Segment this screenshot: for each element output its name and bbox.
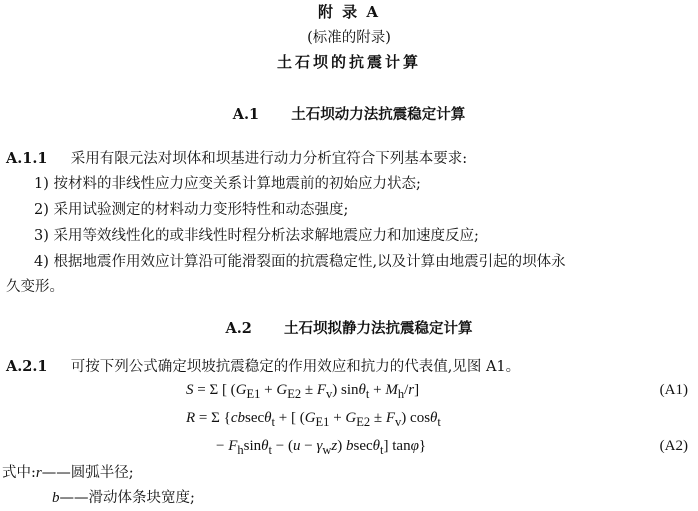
section-number: A.1 bbox=[232, 106, 260, 123]
list-item: 2) 采用试验测定的材料动力变形特性和动态强度; bbox=[34, 202, 349, 218]
clause-a2-1 bbox=[6, 357, 520, 377]
clause-a1-1 bbox=[6, 149, 467, 169]
list-item: 1) 按材料的非线性应力应变关系计算地震前的初始应力状态; bbox=[34, 176, 421, 192]
equation-a2-label: (A2) bbox=[659, 438, 688, 454]
appendix-heading: 土石坝的抗震计算 bbox=[276, 53, 421, 71]
clause-text: 可按下列公式确定坝坡抗震稳定的作用效应和抗力的代表值,见图 A1。 bbox=[70, 359, 521, 375]
clause-number: A.1.1 bbox=[6, 150, 48, 167]
list-item: 3) 采用等效线性化的或非线性时程分析法求解地震应力和加速度反应; bbox=[34, 228, 479, 244]
equation-a1: S = Σ [ $(G_{E1} + G_{E2} \pm F_v) \sin\theta_t + M_h/r$] bbox=[186, 382, 420, 401]
section-a2-heading bbox=[0, 319, 698, 339]
section-title: 土石坝拟静力法抗震稳定计算 bbox=[284, 320, 473, 337]
appendix-title: 附 录 A bbox=[317, 3, 381, 21]
section-title: 土石坝动力法抗震稳定计算 bbox=[291, 106, 466, 123]
list-item: 4) 根据地震作用效应计算沿可能滑裂面的抗震稳定性,以及计算由地震引起的坝体永 bbox=[34, 254, 566, 270]
clause-number: A.2.1 bbox=[6, 358, 48, 375]
equation-a2-line1: R = Σ {cbsecθ$_t$ + [ $(G_{E1} + G_{E2} \pm F_v)$ cosθ$_t$ bbox=[186, 410, 441, 429]
where-definition bbox=[2, 463, 134, 483]
list-item-continuation: 久变形。 bbox=[6, 279, 64, 295]
clause-text: 采用有限元法对坝体和坝基进行动力分析宜符合下列基本要求: bbox=[70, 151, 468, 167]
section-number: A.2 bbox=[225, 320, 252, 337]
symbol: b bbox=[52, 490, 60, 506]
section-a1-heading bbox=[0, 105, 698, 125]
symbol: r bbox=[35, 465, 42, 481]
where-definition bbox=[52, 488, 195, 508]
definition-text: ——圆弧半径; bbox=[41, 465, 134, 481]
where-intro: 式中: bbox=[2, 465, 36, 481]
equation-a1-label: (A1) bbox=[659, 382, 688, 398]
definition-text: ——滑动体条块宽度; bbox=[59, 490, 195, 506]
appendix-subtitle: (标准的附录) bbox=[307, 30, 391, 46]
equation-a2-line2: − $F_h\sin\theta_t - (u - \gamma_wz)$ bsecθ$_t$] tanφ} bbox=[216, 438, 427, 457]
